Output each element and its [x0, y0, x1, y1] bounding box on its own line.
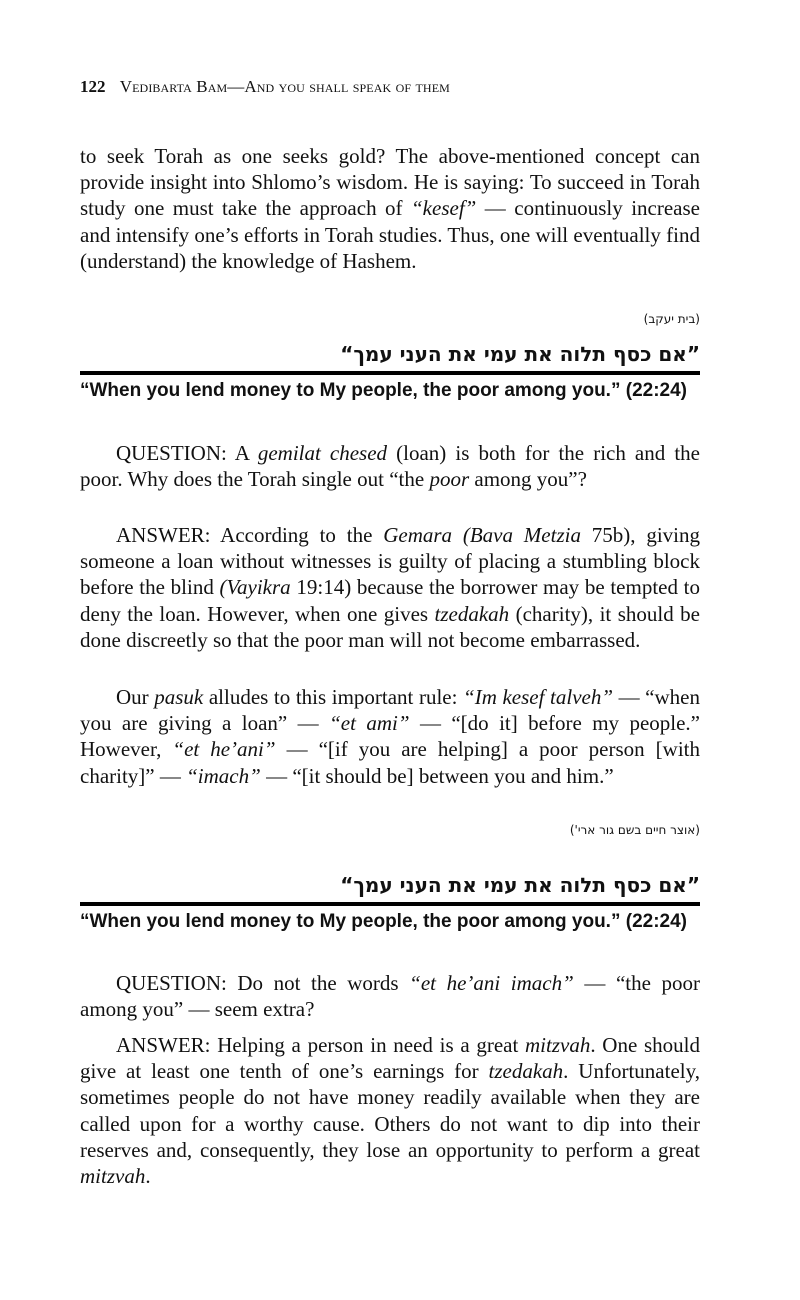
text-run: among you”? [469, 467, 587, 492]
italic-term: poor [429, 467, 470, 492]
italic-term: gemilat chesed [257, 441, 388, 465]
italic-term: “kesef” [411, 196, 477, 221]
answer-paragraph [80, 522, 700, 653]
hebrew-heading: ”אם כסף תלוה את עמי את העני עמך“ [340, 873, 700, 897]
italic-term: “et he’ani imach” [409, 971, 574, 995]
italic-term: “et ami” [329, 711, 410, 736]
question-block [80, 440, 700, 492]
heading-rule [80, 902, 700, 906]
heading-rule [80, 371, 700, 375]
text-run: . One should give at least one tenth of one’s earnings for [80, 1033, 700, 1084]
source-citation: (אוצר חיים בשם גור ארי') [569, 823, 700, 837]
italic-term: “imach” [186, 763, 261, 788]
source-citation: (בית יעקב) [643, 312, 700, 326]
text-run: alludes to this important rule: [203, 685, 464, 709]
page-number: 122 [80, 77, 106, 96]
italic-term: tzedakah [434, 601, 510, 626]
text-run: to seek Torah as one seeks gold? The above-mentioned concept can provide insight into Shlomo’s wisdom. He is saying: To succeed in Torah study one must take the approach of [80, 144, 700, 221]
italic-term: (Vayikra [219, 575, 291, 600]
text-run: (charity), it should be done discreetly so that the poor man will not become embarrassed. [80, 601, 700, 652]
answer-block [80, 1032, 700, 1189]
text-run: . Unfortunately, sometimes people do not have money readily available when they are called upon for a worthy cause. Others do not want to dip into their reserves and, consequently, they lose an opportunity to perform a great [80, 1059, 700, 1162]
italic-term: “Im kesef talveh” [463, 685, 614, 709]
text-run: ANSWER: Helping a person in need is a great [116, 1033, 526, 1057]
italic-term: mitzvah [80, 1164, 146, 1189]
answer-paragraph [80, 1032, 700, 1189]
text-run: 19:14) because the borrower may be tempted to deny the loan. However, when one gives [80, 575, 700, 626]
text-run: — continuously increase and intensify one’s efforts in Torah studies. Thus, one will eventually find (understand) the knowledge of Hashem. [80, 196, 701, 273]
text-run: QUESTION: Do not the words [116, 971, 410, 995]
hebrew-heading: ”אם כסף תלוה את עמי את העני עמך“ [340, 342, 700, 366]
text-run: — “[if you are helping] a poor person [with charity]” — [80, 737, 701, 788]
italic-term: mitzvah [525, 1033, 591, 1057]
continuation-paragraph [80, 143, 700, 274]
text-run: — “[it should be] between you and him.” [260, 763, 614, 788]
question-paragraph [80, 440, 700, 492]
italic-term: tzedakah [488, 1059, 564, 1084]
pasuk-paragraph [80, 684, 700, 789]
italic-term: Gemara (Bava Metzia [383, 523, 581, 547]
italic-term: “et he’ani” [172, 737, 276, 762]
text-run: . [145, 1164, 151, 1189]
text-run: 75b), giving someone a loan without witnesses is guilty of placing a stumbling block before the blind [80, 523, 701, 600]
text-run: (loan) is both for the rich and the poor. Why does the Torah single out “the [80, 441, 700, 492]
text-run: — “the poor among you” — seem extra? [80, 971, 700, 1022]
pasuk-block [80, 684, 700, 789]
answer-block [80, 522, 700, 653]
question-paragraph [80, 970, 700, 1022]
text-run: ANSWER: According to the [116, 523, 384, 547]
running-header [80, 76, 700, 98]
text-run: QUESTION: A [116, 441, 258, 465]
continuation-paragraph-block [80, 143, 700, 274]
english-heading: “When you lend money to My people, the poor among you.” (22:24) [80, 911, 687, 932]
book-title: Vedibarta Bam—And you shall speak of them [119, 77, 450, 96]
text-run: — “[do it] before my people.” However, [80, 711, 700, 762]
text-run: — “when you are giving a loan” — [80, 685, 700, 736]
italic-term: pasuk [154, 685, 204, 709]
english-heading: “When you lend money to My people, the poor among you.” (22:24) [80, 380, 687, 401]
question-block [80, 970, 700, 1022]
text-run: Our [116, 685, 155, 709]
